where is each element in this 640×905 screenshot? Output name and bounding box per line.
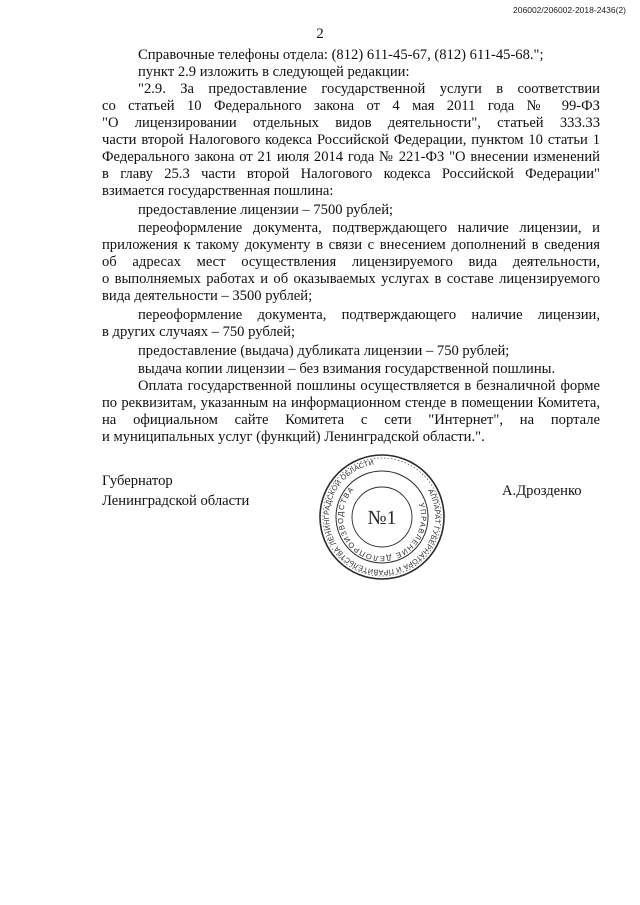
signatory-title-line2: Ленинградской области (102, 493, 250, 509)
text-line: взимается государственная пошлина: (102, 183, 334, 199)
text-line: приложения к такому документу в связи с внесением дополнений в сведения (102, 237, 600, 253)
text-line: части второй Налогового кодекса Российской Федерации, пунктом 10 статьи 1 (102, 132, 600, 148)
text-line: в главу 25.3 части второй Налогового кодекса Российской Федерации" (102, 166, 600, 182)
text-line: об адресах мест осуществления лицензируемого вида деятельности, (102, 254, 600, 270)
official-stamp (318, 453, 446, 581)
text-line: "О лицензировании отдельных видов деятельности", статьей 333.33 (102, 115, 600, 131)
stamp-outer-text: АППАРАТ ГУБЕРНАТОРА И ПРАВИТЕЛЬСТВА ЛЕНИНГРАДСКОЙ ОБЛАСТИ (321, 457, 443, 578)
stamp-number: №1 (367, 507, 397, 529)
text-line: в других случаях – 750 рублей; (102, 324, 296, 340)
text-line: вида деятельности – 3500 рублей; (102, 288, 313, 304)
text-line: со статьей 10 Федерального закона от 4 мая 2011 года № 99-ФЗ (102, 98, 600, 114)
document-id: 206002/206002-2018-2436(2) (513, 5, 626, 15)
signatory-title-line1: Губернатор (102, 473, 173, 489)
text-line: Оплата государственной пошлины осуществляется в безналичной форме (138, 378, 600, 394)
text-line: "2.9. За предоставление государственной услуги в соответствии (138, 81, 600, 97)
text-line: по реквизитам, указанным на информационном стенде в помещении Комитета, (102, 395, 600, 411)
text-line: о выполняемых работах и об оказываемых услугах в составе лицензируемого (102, 271, 600, 287)
text-line: переоформление документа, подтверждающего наличие лицензии, и (138, 220, 600, 236)
text-line: Федерального закона от 21 июля 2014 года № 221-ФЗ "О внесении изменений (102, 149, 600, 165)
text-line: и муниципальных услуг (функций) Ленинградской области.". (102, 429, 485, 445)
text-line: переоформление документа, подтверждающего наличие лицензии, (138, 307, 600, 323)
text-line: предоставление лицензии – 7500 рублей; (138, 202, 394, 218)
signatory-name: А.Дрозденко (502, 483, 582, 499)
signatory-title (102, 471, 249, 511)
text-line: выдача копии лицензии – без взимания государственной пошлины. (138, 361, 556, 377)
text-line: пункт 2.9 изложить в следующей редакции: (138, 64, 410, 80)
text-line: Справочные телефоны отдела: (812) 611-45-67, (812) 611-45-68."; (138, 47, 544, 63)
stamp-inner-text: УПРАВЛЕНИЕ ДЕЛОПРОИЗВОДСТВА (335, 484, 429, 564)
text-line: на официальном сайте Комитета с сети "Интернет", на портале (102, 412, 600, 428)
page-number: 2 (316, 26, 324, 42)
text-line: предоставление (выдача) дубликата лицензии – 750 рублей; (138, 343, 510, 359)
